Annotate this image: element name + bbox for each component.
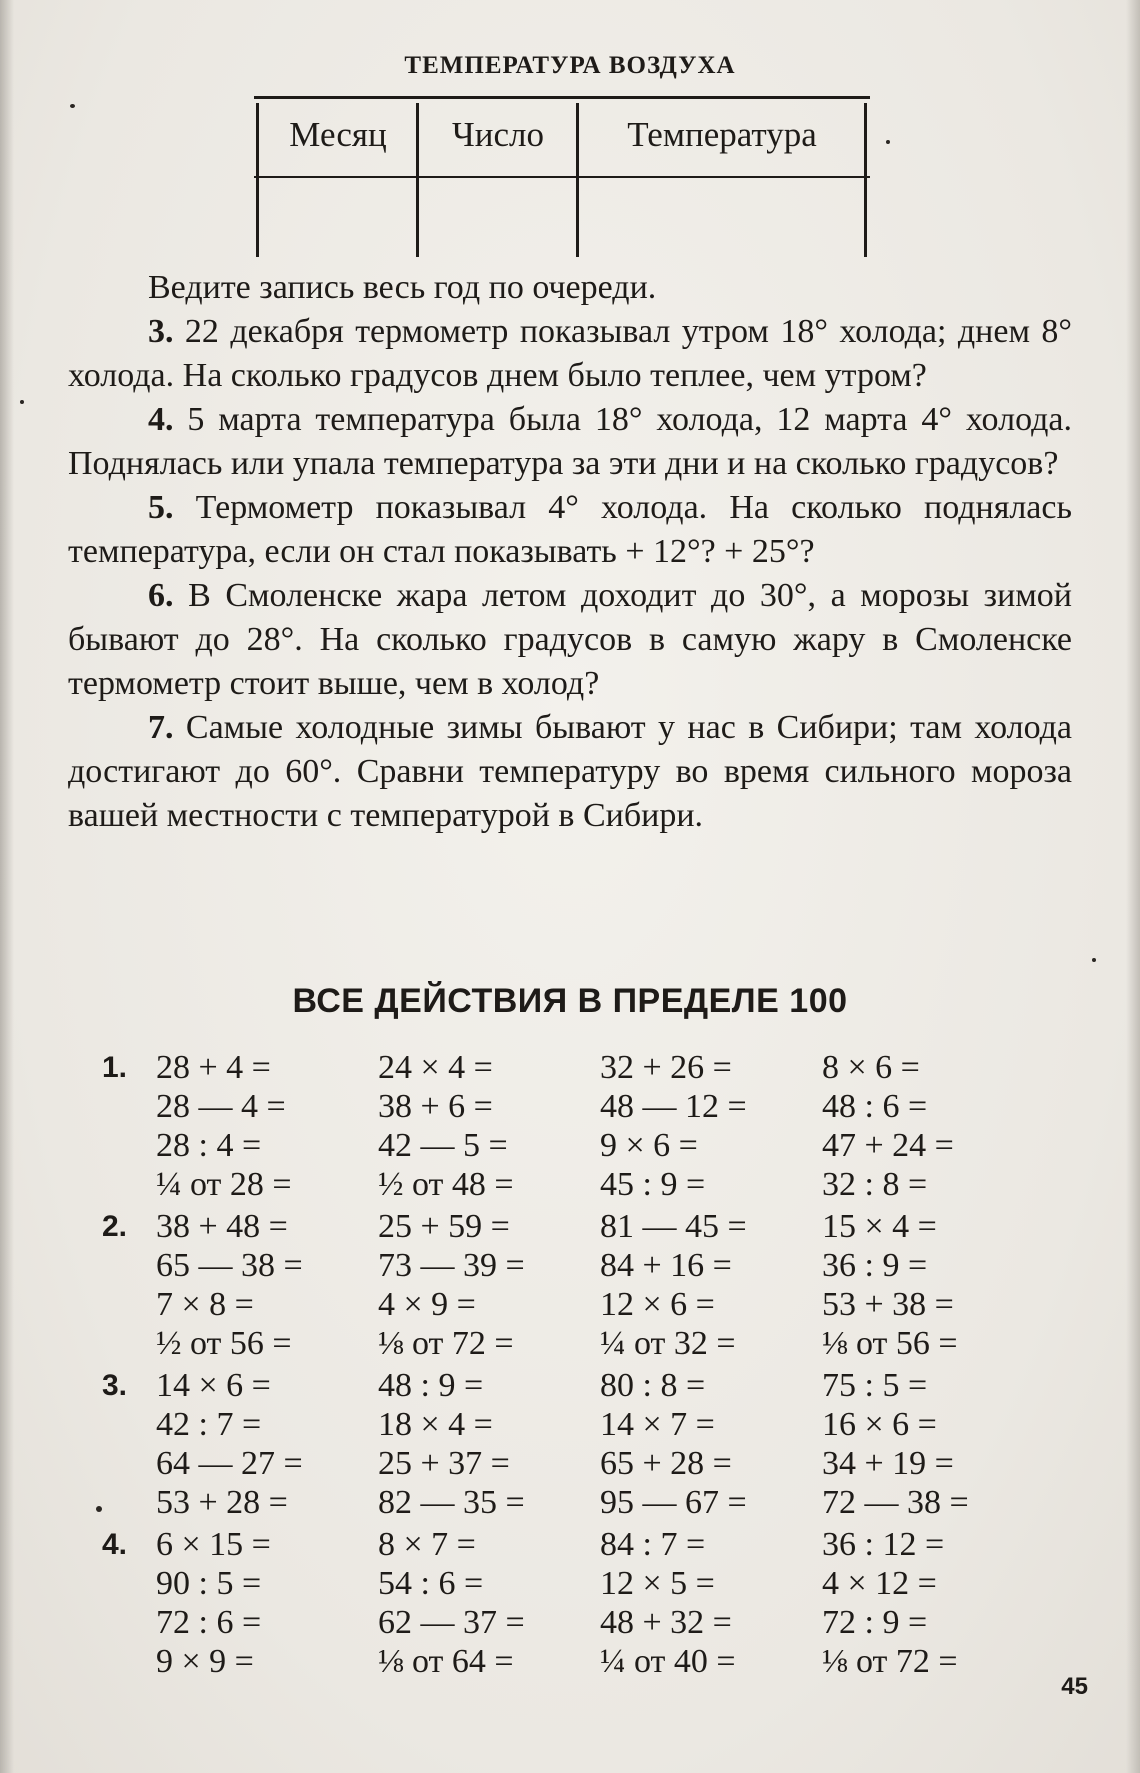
exercise-row: [90, 1603, 1050, 1642]
expression: 47 + 24 =: [822, 1127, 954, 1164]
exercise-row: [90, 1165, 1050, 1204]
problem-body: Термометр показывал 4° холода. На сколько поднялась температура, если он стал показывать + 12°? + 25°?: [68, 489, 1072, 570]
problem-item: [68, 398, 1072, 486]
expression: 54 : 6 =: [378, 1565, 484, 1602]
expression: 6 × 15 =: [156, 1526, 271, 1563]
expression: 16 × 6 =: [822, 1406, 937, 1443]
exercise-row: [90, 1405, 1050, 1444]
expression: 90 : 5 =: [156, 1565, 262, 1602]
expression: 72 : 9 =: [822, 1604, 928, 1641]
expression: 14 × 7 =: [600, 1406, 715, 1443]
exercise-row: [90, 1126, 1050, 1165]
table-border: [864, 103, 867, 257]
expression: 48 : 9 =: [378, 1367, 484, 1404]
exercise-row: [90, 1246, 1050, 1285]
expression: 42 — 5 =: [378, 1127, 508, 1164]
problem-body: Самые холодные зимы бывают у нас в Сибири; там холода достигают до 60°. Сравни температуру во время сильного мороза вашей местности с температурой в Сибири.: [68, 709, 1072, 834]
expression: 53 + 28 =: [156, 1484, 288, 1521]
table-header-divider: [254, 176, 870, 178]
problem-number: 3.: [148, 313, 174, 350]
intro-line: Ведите запись весь год по очереди.: [148, 269, 657, 306]
expression: 9 × 6 =: [600, 1127, 698, 1164]
table-border: [256, 103, 259, 257]
exercise-number: 1.: [102, 1051, 128, 1084]
expression: ¼ от 40 =: [600, 1643, 736, 1680]
scan-speck: [96, 1506, 102, 1512]
table-header-month: Месяц: [289, 115, 387, 154]
scan-speck: [886, 140, 890, 144]
exercise-row: [90, 1087, 1050, 1126]
exercise-row: [90, 1324, 1050, 1363]
expression: 28 + 4 =: [156, 1049, 271, 1086]
expression: ¼ от 28 =: [156, 1166, 292, 1203]
expression: 38 + 6 =: [378, 1088, 493, 1125]
expression: ⅛ от 56 =: [822, 1325, 958, 1362]
expression: 9 × 9 =: [156, 1643, 254, 1680]
expression: 32 : 8 =: [822, 1166, 928, 1203]
problem-item: [68, 706, 1072, 838]
exercise-grid: [90, 1048, 1050, 1684]
problem-body: В Смоленске жара летом доходит до 30°, а морозы зимой бывают до 28°. На сколько градусов в самую жару в Смоленске термометр стоит выше, чем в холод?: [68, 577, 1072, 702]
problem-number: 4.: [148, 401, 174, 438]
expression: 34 + 19 =: [822, 1445, 954, 1482]
problem-number: 5.: [148, 489, 174, 526]
table-border: [576, 103, 579, 257]
table-header-temperature: Температура: [627, 115, 817, 154]
expression: 12 × 5 =: [600, 1565, 715, 1602]
exercise-row: [90, 1207, 1050, 1246]
expression: 38 + 48 =: [156, 1208, 288, 1245]
expression: 64 — 27 =: [156, 1445, 303, 1482]
expression: 25 + 59 =: [378, 1208, 510, 1245]
scan-speck: [70, 104, 75, 108]
expression: 84 + 16 =: [600, 1247, 732, 1284]
page-edge-shadow: [1126, 0, 1140, 1773]
expression: 81 — 45 =: [600, 1208, 747, 1245]
exercise-row: [90, 1444, 1050, 1483]
table-title: ТЕМПЕРАТУРА ВОЗДУХА: [404, 52, 736, 79]
table-header-day: Число: [452, 115, 544, 154]
exercise-row: [90, 1564, 1050, 1603]
exercise-row: [90, 1483, 1050, 1522]
problem-item: [68, 486, 1072, 574]
expression: ½ от 56 =: [156, 1325, 292, 1362]
section-title: ВСЕ ДЕЙСТВИЯ В ПРЕДЕЛЕ 100: [292, 982, 848, 1020]
expression: 32 + 26 =: [600, 1049, 732, 1086]
expression: 7 × 8 =: [156, 1286, 254, 1323]
expression: 36 : 9 =: [822, 1247, 928, 1284]
expression: 8 × 7 =: [378, 1526, 476, 1563]
exercise-row: [90, 1642, 1050, 1681]
expression: 84 : 7 =: [600, 1526, 706, 1563]
exercise-number: 2.: [102, 1210, 128, 1243]
table-border: [416, 103, 419, 257]
exercise-number: 3.: [102, 1369, 128, 1402]
expression: 42 : 7 =: [156, 1406, 262, 1443]
expression: 28 — 4 =: [156, 1088, 286, 1125]
expression: 65 — 38 =: [156, 1247, 303, 1284]
expression: 4 × 12 =: [822, 1565, 937, 1602]
expression: 75 : 5 =: [822, 1367, 928, 1404]
problem-number: 7.: [148, 709, 174, 746]
expression: 53 + 38 =: [822, 1286, 954, 1323]
expression: 95 — 67 =: [600, 1484, 747, 1521]
exercise-group: [90, 1207, 1050, 1363]
exercise-group: [90, 1366, 1050, 1522]
problem-item: [68, 310, 1072, 398]
expression: ¼ от 32 =: [600, 1325, 736, 1362]
expression: 48 — 12 =: [600, 1088, 747, 1125]
exercise-row: [90, 1048, 1050, 1087]
expression: 14 × 6 =: [156, 1367, 271, 1404]
page-number: 45: [1061, 1673, 1088, 1700]
expression: 8 × 6 =: [822, 1049, 920, 1086]
expression: 45 : 9 =: [600, 1166, 706, 1203]
temperature-table: [254, 96, 870, 257]
expression: 24 × 4 =: [378, 1049, 493, 1086]
scan-speck: [20, 400, 24, 404]
expression: 72 : 6 =: [156, 1604, 262, 1641]
expression: 80 : 8 =: [600, 1367, 706, 1404]
problem-item: [68, 574, 1072, 706]
expression: 4 × 9 =: [378, 1286, 476, 1323]
expression: 12 × 6 =: [600, 1286, 715, 1323]
expression: 72 — 38 =: [822, 1484, 969, 1521]
exercise-group: [90, 1048, 1050, 1204]
expression: 28 : 4 =: [156, 1127, 262, 1164]
expression: ⅛ от 72 =: [822, 1643, 958, 1680]
problem-number: 6.: [148, 577, 174, 614]
expression: ½ от 48 =: [378, 1166, 514, 1203]
expression: 73 — 39 =: [378, 1247, 525, 1284]
expression: 15 × 4 =: [822, 1208, 937, 1245]
expression: ⅛ от 64 =: [378, 1643, 514, 1680]
problem-body: 5 марта температура была 18° холода, 12 марта 4° холода. Поднялась или упала температура за эти дни и на сколько градусов?: [68, 401, 1072, 482]
scan-speck: [1092, 958, 1096, 962]
expression: ⅛ от 72 =: [378, 1325, 514, 1362]
exercise-row: [90, 1525, 1050, 1564]
exercise-row: [90, 1366, 1050, 1405]
expression: 25 + 37 =: [378, 1445, 510, 1482]
expression: 65 + 28 =: [600, 1445, 732, 1482]
expression: 18 × 4 =: [378, 1406, 493, 1443]
expression: 62 — 37 =: [378, 1604, 525, 1641]
expression: 48 + 32 =: [600, 1604, 732, 1641]
problem-body: 22 декабря термометр показывал утром 18° холода; днем 8° холода. На сколько градусов днем было теплее, чем утром?: [68, 313, 1072, 394]
exercise-group: [90, 1525, 1050, 1681]
page-edge-shadow: [0, 0, 14, 1773]
expression: 36 : 12 =: [822, 1526, 945, 1563]
problem-text: [68, 266, 1072, 838]
expression: 48 : 6 =: [822, 1088, 928, 1125]
exercise-number: 4.: [102, 1528, 128, 1561]
exercise-row: [90, 1285, 1050, 1324]
expression: 82 — 35 =: [378, 1484, 525, 1521]
